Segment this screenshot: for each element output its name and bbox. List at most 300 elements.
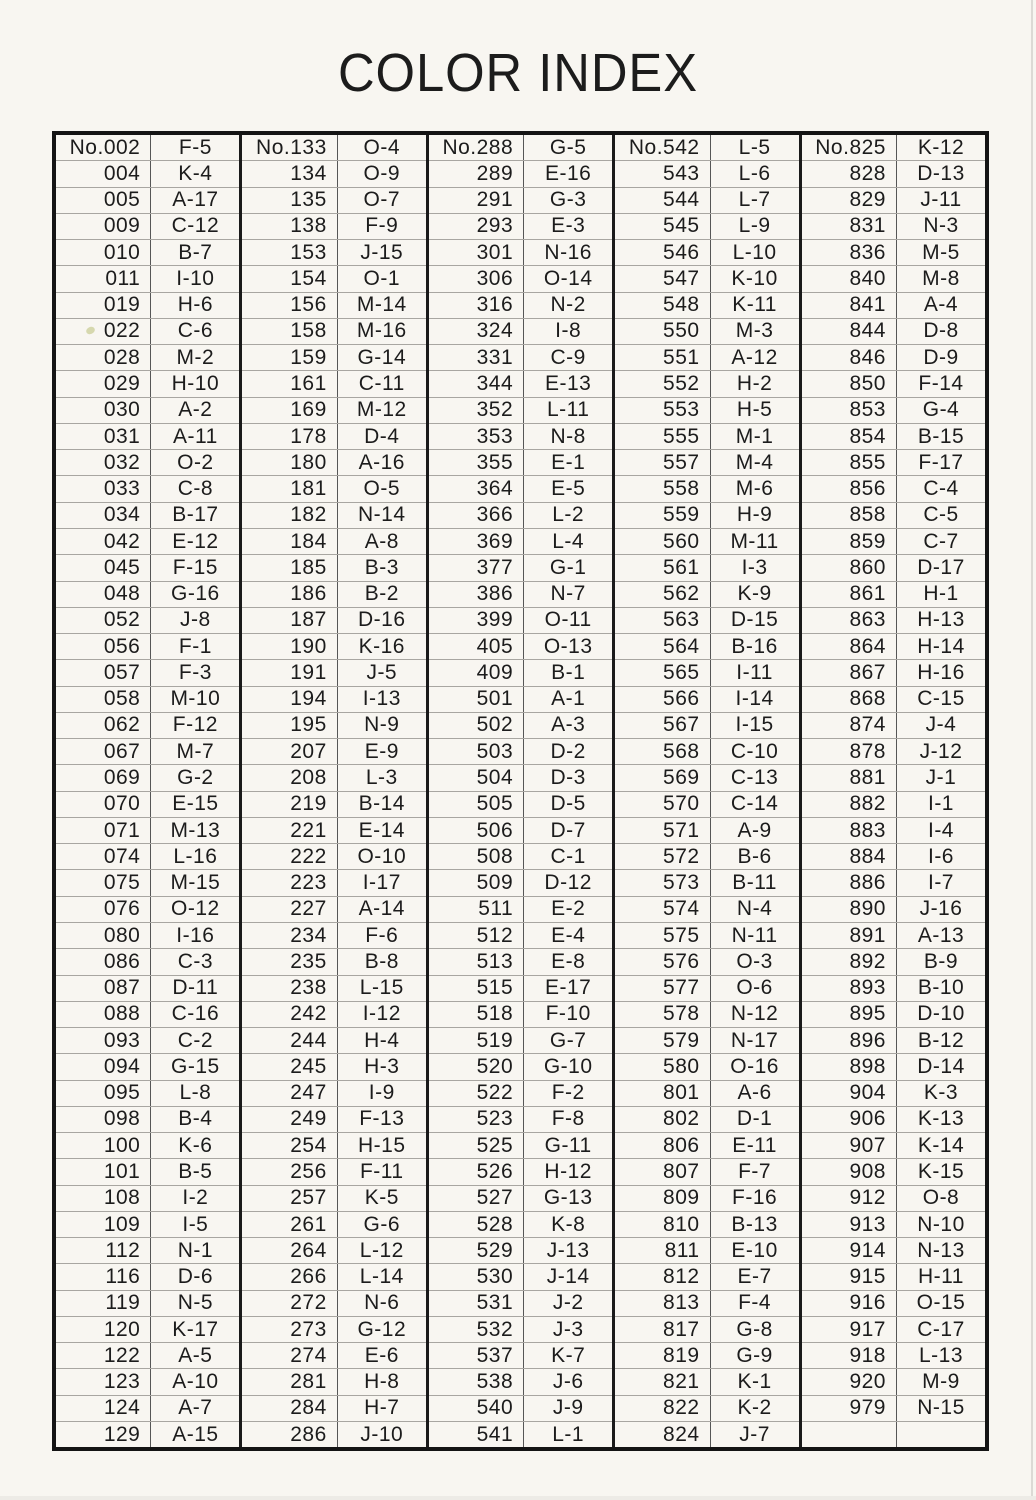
color-code-cell: D-11 <box>172 976 219 1000</box>
color-number-cell: 244 <box>242 1028 337 1053</box>
color-number-cell: 551 <box>615 345 710 370</box>
table-row <box>615 633 798 659</box>
color-code-cell: G-7 <box>549 1028 587 1052</box>
color-number-cell: 512 <box>429 923 524 948</box>
table-row <box>802 1211 985 1237</box>
color-number-cell: 828 <box>802 161 897 186</box>
color-code-cell: J-12 <box>919 739 963 763</box>
color-code-cell: G-11 <box>544 1133 592 1157</box>
table-row <box>429 896 612 922</box>
color-code-cell: K-8 <box>551 1212 586 1236</box>
table-row <box>56 397 239 423</box>
color-number-cell: 129 <box>56 1422 151 1447</box>
color-number-cell: 570 <box>615 792 710 817</box>
color-number-cell: 541 <box>429 1422 524 1447</box>
color-number-cell: 914 <box>802 1238 897 1263</box>
color-number-cell: 515 <box>429 976 524 1001</box>
table-row <box>615 764 798 790</box>
color-code-cell: G-4 <box>922 398 960 422</box>
color-code-cell: E-4 <box>551 923 586 947</box>
color-number-cell: 158 <box>242 319 337 344</box>
color-number-cell: 057 <box>56 660 151 685</box>
color-number-cell: 920 <box>802 1369 897 1394</box>
color-code-cell: D-13 <box>917 161 965 185</box>
color-code-cell: L-10 <box>732 240 777 264</box>
color-code-cell: F-9 <box>365 214 399 238</box>
color-code-cell: J-13 <box>546 1238 590 1262</box>
color-code-cell: G-16 <box>171 582 220 606</box>
color-code-cell: F-17 <box>918 450 964 474</box>
color-number-cell: 817 <box>615 1317 710 1342</box>
table-row <box>429 397 612 423</box>
table-row <box>429 475 612 501</box>
color-number-cell: 219 <box>242 792 337 817</box>
table-row <box>56 449 239 475</box>
color-number-cell: 086 <box>56 949 151 974</box>
color-code-cell: E-15 <box>172 792 219 816</box>
table-row <box>802 686 985 712</box>
color-code-cell: B-15 <box>917 424 965 448</box>
table-row <box>802 975 985 1001</box>
color-number-cell: 882 <box>802 792 897 817</box>
table-row <box>802 791 985 817</box>
color-number-cell: 904 <box>802 1081 897 1106</box>
color-number-cell: 545 <box>615 214 710 239</box>
color-code-cell: F-1 <box>178 634 212 658</box>
table-row <box>615 318 798 344</box>
color-number-cell: 537 <box>429 1343 524 1368</box>
color-number-cell: 563 <box>615 608 710 633</box>
table-row <box>615 528 798 554</box>
color-code-cell: A-11 <box>172 424 218 448</box>
color-number-cell: 540 <box>429 1396 524 1421</box>
color-number-cell: 898 <box>802 1054 897 1079</box>
table-row <box>615 1395 798 1421</box>
table-column-group <box>799 135 985 1447</box>
color-number-cell: 153 <box>242 240 337 265</box>
color-code-cell: G-15 <box>171 1054 220 1078</box>
color-code-cell: O-12 <box>171 897 220 921</box>
color-number-cell: 915 <box>802 1264 897 1289</box>
color-number-cell: 569 <box>615 765 710 790</box>
table-row <box>242 554 425 580</box>
color-number-cell: 508 <box>429 844 524 869</box>
color-number-cell: 572 <box>615 844 710 869</box>
table-row <box>56 1421 239 1447</box>
color-code-cell: C-15 <box>917 687 965 711</box>
table-row <box>242 265 425 291</box>
color-code-cell: O-5 <box>363 477 401 501</box>
color-code-cell: C-2 <box>177 1028 214 1052</box>
color-code-cell: F-11 <box>359 1159 404 1183</box>
color-number-cell: 578 <box>615 1002 710 1027</box>
color-code-cell: I-2 <box>182 1186 209 1210</box>
color-number-cell: 058 <box>56 687 151 712</box>
table-row <box>429 528 612 554</box>
color-code-cell: O-3 <box>736 949 773 973</box>
table-row <box>56 712 239 738</box>
color-code-cell: K-6 <box>178 1133 213 1157</box>
color-number-cell: 181 <box>242 476 337 501</box>
color-number-cell: 891 <box>802 923 897 948</box>
table-row <box>615 869 798 895</box>
color-code-cell: G-5 <box>549 135 587 159</box>
color-code-cell: G-9 <box>736 1343 773 1367</box>
color-number-cell: 850 <box>802 371 897 396</box>
color-number-cell: 286 <box>242 1422 337 1447</box>
color-number-cell: 159 <box>242 345 337 370</box>
color-number-cell: 918 <box>802 1343 897 1368</box>
color-code-cell: L-15 <box>359 976 404 1000</box>
color-number-cell: 558 <box>615 476 710 501</box>
table-row <box>429 1395 612 1421</box>
color-number-cell: 135 <box>242 188 337 213</box>
table-row <box>802 1158 985 1184</box>
table-row <box>242 686 425 712</box>
color-code-cell: D-17 <box>917 555 965 579</box>
color-code-cell: I-8 <box>555 319 582 343</box>
color-code-cell: D-10 <box>917 1002 965 1026</box>
color-code-cell: L-5 <box>738 135 771 159</box>
color-code-cell: I-5 <box>182 1212 209 1236</box>
table-row <box>802 370 985 396</box>
color-number-cell: 306 <box>429 266 524 291</box>
table-row <box>429 686 612 712</box>
table-row <box>56 318 239 344</box>
color-code-cell: N-1 <box>177 1238 214 1262</box>
color-code-cell: G-14 <box>357 345 407 369</box>
table-row <box>429 318 612 344</box>
table-row <box>429 344 612 370</box>
table-row <box>56 265 239 291</box>
table-row <box>242 1185 425 1211</box>
color-number-cell: 878 <box>802 739 897 764</box>
color-number-cell: 881 <box>802 765 897 790</box>
color-number-cell: 045 <box>56 555 151 580</box>
color-code-cell: M-15 <box>170 871 221 895</box>
table-row <box>615 1211 798 1237</box>
table-row <box>429 213 612 239</box>
color-code-cell: O-2 <box>177 450 214 474</box>
color-number-cell: 906 <box>802 1107 897 1132</box>
color-number-cell: 523 <box>429 1107 524 1132</box>
color-number-cell: 274 <box>242 1343 337 1368</box>
table-row <box>242 160 425 186</box>
table-row <box>242 397 425 423</box>
color-code-cell: N-2 <box>550 293 586 317</box>
color-number-cell: 022 <box>56 319 151 344</box>
color-number-cell: 566 <box>615 687 710 712</box>
color-code-cell: L-8 <box>179 1081 212 1105</box>
color-code-cell: J-15 <box>360 240 404 264</box>
table-row <box>429 633 612 659</box>
color-code-cell: C-7 <box>923 529 959 553</box>
table-row <box>615 370 798 396</box>
color-number-cell: 860 <box>802 555 897 580</box>
color-code-cell: K-15 <box>917 1159 965 1183</box>
color-number-cell: 195 <box>242 713 337 738</box>
table-row <box>242 843 425 869</box>
color-number-cell: 853 <box>802 398 897 423</box>
color-number-cell: 518 <box>429 1002 524 1027</box>
table-row <box>615 449 798 475</box>
color-number-cell: 187 <box>242 608 337 633</box>
color-code-cell: M-16 <box>356 319 407 343</box>
color-code-cell: D-3 <box>550 766 586 789</box>
table-row <box>802 1368 985 1394</box>
color-number-cell: 169 <box>242 398 337 423</box>
color-code-cell: I-4 <box>927 818 954 842</box>
color-number-cell: 892 <box>802 949 897 974</box>
color-number-cell: 526 <box>429 1159 524 1184</box>
color-code-cell: M-13 <box>170 818 221 842</box>
color-number-cell: 185 <box>242 555 337 580</box>
color-code-cell: J-8 <box>180 608 211 632</box>
color-number-cell: 565 <box>615 660 710 685</box>
color-code-cell: B-2 <box>364 582 399 606</box>
table-row <box>429 738 612 764</box>
color-code-cell: A-7 <box>178 1396 213 1420</box>
color-number-cell: 855 <box>802 450 897 475</box>
color-code-cell: O-8 <box>922 1186 960 1210</box>
table-row <box>429 187 612 213</box>
color-code-cell: D-14 <box>917 1054 965 1078</box>
table-row <box>615 502 798 528</box>
color-number-cell: 098 <box>56 1107 151 1132</box>
table-row <box>802 738 985 764</box>
color-number-cell: 840 <box>802 266 897 291</box>
table-row <box>429 843 612 869</box>
color-code-cell: E-5 <box>551 477 586 501</box>
color-code-cell: G-3 <box>549 188 587 212</box>
color-number-cell: 019 <box>56 293 151 318</box>
table-row <box>429 160 612 186</box>
color-code-cell: D-6 <box>177 1265 214 1289</box>
color-number-cell: 824 <box>615 1422 710 1447</box>
color-number-cell: 868 <box>802 687 897 712</box>
table-row <box>802 239 985 265</box>
color-number-cell: 550 <box>615 319 710 344</box>
color-number-cell: 223 <box>242 870 337 895</box>
color-code-cell: K-2 <box>737 1396 772 1420</box>
table-row <box>802 1342 985 1368</box>
color-number-cell: 519 <box>429 1028 524 1053</box>
table-row <box>56 1395 239 1421</box>
color-code-cell: K-7 <box>551 1343 586 1367</box>
color-number-cell: 247 <box>242 1081 337 1106</box>
color-number-cell: 574 <box>615 897 710 922</box>
color-number-cell: 087 <box>56 976 151 1001</box>
color-number-cell: 109 <box>56 1212 151 1237</box>
table-row <box>56 791 239 817</box>
table-row <box>56 948 239 974</box>
color-code-cell: L-12 <box>359 1238 404 1262</box>
color-number-cell: 088 <box>56 1002 151 1027</box>
color-number-cell: 242 <box>242 1002 337 1027</box>
color-number-cell: 266 <box>242 1264 337 1289</box>
color-code-cell: E-12 <box>172 529 219 553</box>
color-code-cell: H-5 <box>736 398 773 422</box>
table-row <box>242 1368 425 1394</box>
table-row <box>56 239 239 265</box>
color-number-cell: 033 <box>56 476 151 501</box>
color-number-cell: 829 <box>802 188 897 213</box>
table-row <box>429 1342 612 1368</box>
color-number-cell: 916 <box>802 1291 897 1316</box>
color-number-cell: 528 <box>429 1212 524 1237</box>
color-code-cell: C-9 <box>550 345 586 369</box>
color-code-cell: L-9 <box>738 214 771 238</box>
color-number-cell: 208 <box>242 765 337 790</box>
color-number-cell: 579 <box>615 1028 710 1053</box>
table-row <box>242 607 425 633</box>
color-number-cell: 819 <box>615 1343 710 1368</box>
table-row <box>242 502 425 528</box>
color-number-cell: 254 <box>242 1133 337 1158</box>
color-number-cell: 005 <box>56 188 151 213</box>
table-row <box>615 948 798 974</box>
color-code-cell: B-16 <box>731 634 778 658</box>
table-row <box>802 1132 985 1158</box>
color-number-cell: 896 <box>802 1028 897 1053</box>
color-code-cell: J-1 <box>925 766 957 789</box>
color-number-cell: 245 <box>242 1054 337 1079</box>
table-row <box>56 423 239 449</box>
table-row <box>802 502 985 528</box>
color-code-cell: K-11 <box>732 293 777 317</box>
table-row <box>56 160 239 186</box>
color-number-cell: 863 <box>802 608 897 633</box>
color-number-cell: 094 <box>56 1054 151 1079</box>
table-row <box>56 1316 239 1342</box>
color-code-cell: M-11 <box>730 529 779 553</box>
color-code-cell: L-3 <box>365 766 398 789</box>
table-row <box>242 1316 425 1342</box>
table-row <box>429 1211 612 1237</box>
color-number-cell: 874 <box>802 713 897 738</box>
table-row <box>615 239 798 265</box>
table-row <box>242 1395 425 1421</box>
color-number-cell: 256 <box>242 1159 337 1184</box>
color-number-cell: 324 <box>429 319 524 344</box>
table-row <box>615 1368 798 1394</box>
color-number-cell: 886 <box>802 870 897 895</box>
color-number-cell: 409 <box>429 660 524 685</box>
color-number-cell: 029 <box>56 371 151 396</box>
color-number-cell: 161 <box>242 371 337 396</box>
color-code-cell: J-6 <box>552 1370 584 1394</box>
color-code-cell: M-9 <box>922 1370 960 1394</box>
color-number-cell: 235 <box>242 949 337 974</box>
color-number-cell: 917 <box>802 1317 897 1342</box>
table-row <box>242 948 425 974</box>
color-number-cell: 069 <box>56 765 151 790</box>
color-number-cell: 854 <box>802 424 897 449</box>
color-code-cell: N-16 <box>544 240 592 264</box>
color-code-cell: L-4 <box>552 529 585 553</box>
table-row <box>242 1080 425 1106</box>
table-row <box>615 265 798 291</box>
color-number-cell: 032 <box>56 450 151 475</box>
color-code-cell: A-6 <box>737 1081 772 1105</box>
color-number-cell: 293 <box>429 214 524 239</box>
table-row <box>802 633 985 659</box>
color-code-cell: L-2 <box>552 503 585 527</box>
table-row <box>56 187 239 213</box>
color-code-cell: C-6 <box>177 319 214 343</box>
color-number-cell: 095 <box>56 1081 151 1106</box>
color-code-cell: E-11 <box>732 1133 777 1157</box>
table-row <box>56 1342 239 1368</box>
table-row <box>56 344 239 370</box>
color-number-cell: 191 <box>242 660 337 685</box>
color-code-cell: G-2 <box>177 766 214 789</box>
color-number-cell: 010 <box>56 240 151 265</box>
color-code-cell: M-7 <box>176 739 215 763</box>
table-row <box>802 344 985 370</box>
color-code-cell: E-7 <box>737 1265 772 1289</box>
color-number-cell: 861 <box>802 582 897 607</box>
color-number-cell: 506 <box>429 818 524 843</box>
color-code-cell: C-10 <box>730 739 779 763</box>
table-row <box>615 554 798 580</box>
table-row <box>242 135 425 160</box>
table-row <box>242 187 425 213</box>
color-number-cell: No.288 <box>429 135 524 160</box>
table-row <box>802 135 985 160</box>
color-number-cell: 071 <box>56 818 151 843</box>
color-code-cell: A-1 <box>551 687 586 711</box>
table-row <box>429 1106 612 1132</box>
color-number-cell: 257 <box>242 1186 337 1211</box>
color-code-cell: I-15 <box>735 713 774 737</box>
color-code-cell: J-14 <box>546 1265 590 1289</box>
color-number-cell: 042 <box>56 529 151 554</box>
color-number-cell: 809 <box>615 1186 710 1211</box>
color-number-cell: 281 <box>242 1369 337 1394</box>
color-code-cell: N-9 <box>364 713 400 737</box>
color-code-cell: K-12 <box>917 135 965 159</box>
color-code-cell: O-6 <box>736 976 773 1000</box>
table-row <box>615 1106 798 1132</box>
color-code-cell: A-8 <box>364 529 399 553</box>
color-code-cell: O-10 <box>357 844 407 868</box>
table-row <box>56 475 239 501</box>
table-row <box>242 1001 425 1027</box>
color-code-cell: N-17 <box>730 1028 779 1052</box>
table-row <box>615 1185 798 1211</box>
table-row <box>615 1001 798 1027</box>
table-row <box>56 922 239 948</box>
color-number-cell: 801 <box>615 1081 710 1106</box>
table-row <box>615 292 798 318</box>
table-row <box>429 1027 612 1053</box>
color-code-cell: A-4 <box>923 293 959 317</box>
color-code-cell: E-6 <box>364 1343 399 1367</box>
table-row <box>56 1132 239 1158</box>
table-row <box>56 896 239 922</box>
color-number-cell: 893 <box>802 976 897 1001</box>
color-number-cell: 190 <box>242 634 337 659</box>
color-code-cell: H-12 <box>544 1159 592 1183</box>
color-code-cell: O-16 <box>730 1054 779 1078</box>
color-number-cell: 858 <box>802 503 897 528</box>
color-number-cell: 555 <box>615 424 710 449</box>
table-row <box>242 528 425 554</box>
color-number-cell: 806 <box>615 1133 710 1158</box>
table-row <box>429 135 612 160</box>
table-row <box>802 292 985 318</box>
